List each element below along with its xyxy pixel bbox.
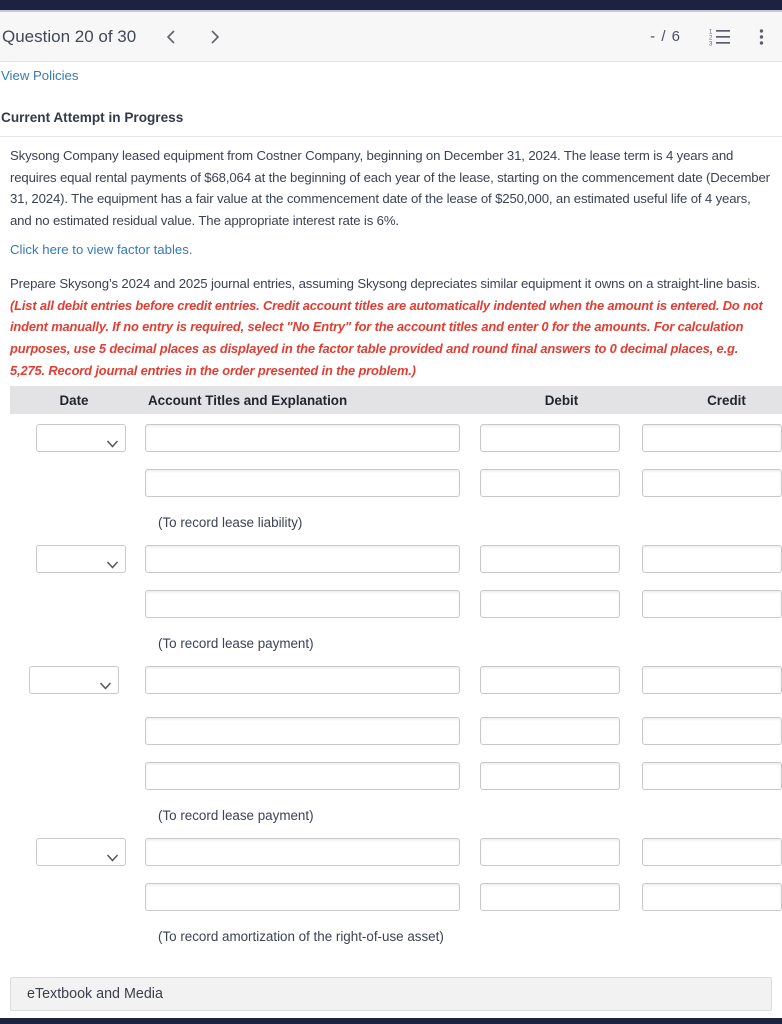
next-question-button[interactable] [204,25,226,49]
journal-row [10,666,782,694]
date-cell [10,469,135,497]
debit-input[interactable] [480,424,620,452]
more-options-button[interactable] [757,26,766,48]
journal-entry-area [0,386,782,1011]
date-cell [10,590,135,618]
debit-cell [480,666,620,694]
browser-top-bar [0,0,782,10]
credit-input[interactable] [642,883,782,911]
account-cell [145,717,460,745]
credit-input[interactable] [642,469,782,497]
date-cell [10,717,135,745]
column-header-credit: Credit [707,392,746,408]
entry-note: (To record lease payment) [158,808,314,823]
question-header [0,12,782,62]
debit-input[interactable] [480,883,620,911]
date-cell [10,762,135,790]
debit-cell [480,424,620,452]
bottom-bar [0,1018,782,1024]
entry-note: (To record lease liability) [158,515,303,530]
credit-cell [642,469,782,497]
svg-text:3: 3 [709,41,713,46]
date-select-wrap [36,844,126,861]
account-title-input[interactable] [145,883,460,911]
entry-note: (To record amortization of the right-of-use asset) [158,929,444,944]
entry-note: (To record lease payment) [158,636,314,651]
credit-input[interactable] [642,666,782,694]
journal-section [0,838,782,945]
journal-row [10,545,782,573]
account-title-input[interactable] [145,762,460,790]
view-policies-link[interactable]: View Policies [1,68,79,83]
numbered-list-icon [709,28,731,46]
date-select-wrap [36,430,126,447]
credit-cell [642,545,782,573]
debit-input[interactable] [480,666,620,694]
debit-cell [480,545,620,573]
task-text: Prepare Skysong’s 2024 and 2025 journal entries, assuming Skysong depreciates similar equipment it owns on a straight-line basis. [10,275,761,291]
credit-cell [642,590,782,618]
task-instructions-red: (List all debit entries before credit entries. Credit account titles are automatically indented when the amount is entered. Do not indent manually. If no entry is required, select "No Entry" for the account titles and enter 0 for the amounts. For calculation purposes, use 5 decimal places as displayed in the factor table provided and round final answers to 0 decimal places, e.g. 5,275. Record journal entries in the order presented in the problem.) [10,297,763,378]
section-divider [0,136,782,137]
etextbook-and-media-section[interactable] [10,977,772,1011]
debit-cell [480,883,620,911]
column-header-account: Account Titles and Explanation [148,392,348,408]
credit-cell [642,424,782,452]
svg-text:2: 2 [709,35,713,41]
score-display: - / 6 [650,28,681,45]
account-cell [145,762,460,790]
svg-text:1: 1 [709,29,713,35]
account-title-input[interactable] [145,469,460,497]
credit-input[interactable] [642,838,782,866]
date-cell [10,424,135,452]
debit-input[interactable] [480,717,620,745]
journal-section [0,545,782,652]
date-select[interactable] [36,838,126,866]
date-select-wrap [36,551,126,568]
previous-question-button[interactable] [160,25,182,49]
journal-row [10,424,782,452]
credit-cell [642,666,782,694]
problem-statement: Skysong Company leased equipment from Costner Company, beginning on December 31, 2024. The lease term is 4 years and requires equal rental payments of $68,064 at the beginning of each year of the lease, starting on the commencement date (December 31, 2024). The equipment has a fair value at the commencement date of the lease of $250,000, an estimated useful life of 4 years, and no estimated residual value. The appropriate interest rate is 6%. [10,148,770,229]
credit-cell [642,883,782,911]
journal-row [10,883,782,911]
debit-cell [480,838,620,866]
debit-cell [480,590,620,618]
date-cell [10,545,135,573]
debit-input[interactable] [480,590,620,618]
date-select-wrap [29,672,119,689]
journal-row [10,762,782,790]
credit-input[interactable] [642,590,782,618]
task-paragraph [0,273,782,382]
etextbook-label: eTextbook and Media [27,986,163,1002]
journal-table [0,424,782,945]
debit-cell [480,762,620,790]
debit-cell [480,469,620,497]
debit-input[interactable] [480,762,620,790]
column-header-date: Date [59,392,89,408]
account-cell [145,469,460,497]
account-title-input[interactable] [145,424,460,452]
credit-cell [642,762,782,790]
debit-input[interactable] [480,838,620,866]
credit-input[interactable] [642,424,782,452]
date-cell [10,883,135,911]
account-title-input[interactable] [145,590,460,618]
kebab-menu-icon [759,28,764,46]
journal-row [10,838,782,866]
account-cell [145,666,460,694]
credit-cell [642,838,782,866]
question-list-button[interactable] [707,26,733,48]
factor-tables-link[interactable]: Click here to view factor tables. [10,241,193,257]
date-select[interactable] [36,424,126,452]
account-cell [145,590,460,618]
account-cell [145,424,460,452]
journal-row [10,469,782,497]
date-cell [10,838,135,866]
journal-row [10,717,782,745]
chevron-right-icon [210,29,220,45]
credit-input[interactable] [642,762,782,790]
account-title-input[interactable] [145,545,460,573]
account-cell [145,545,460,573]
debit-cell [480,717,620,745]
journal-section [0,666,782,824]
credit-input[interactable] [642,717,782,745]
date-cell [10,666,135,694]
date-select[interactable] [29,666,119,694]
account-cell [145,883,460,911]
journal-section [0,424,782,531]
chevron-left-icon [166,29,176,45]
journal-row [10,590,782,618]
journal-table-header [10,386,782,414]
account-title-input[interactable] [145,838,460,866]
account-title-input[interactable] [145,717,460,745]
attempt-heading: Current Attempt in Progress [1,110,184,125]
date-select[interactable] [36,545,126,573]
account-cell [145,838,460,866]
debit-input[interactable] [480,469,620,497]
debit-input[interactable] [480,545,620,573]
credit-input[interactable] [642,545,782,573]
account-title-input[interactable] [145,666,460,694]
column-header-debit: Debit [544,392,579,408]
question-title: Question 20 of 30 [2,26,137,46]
page-top [0,0,782,384]
credit-cell [642,717,782,745]
